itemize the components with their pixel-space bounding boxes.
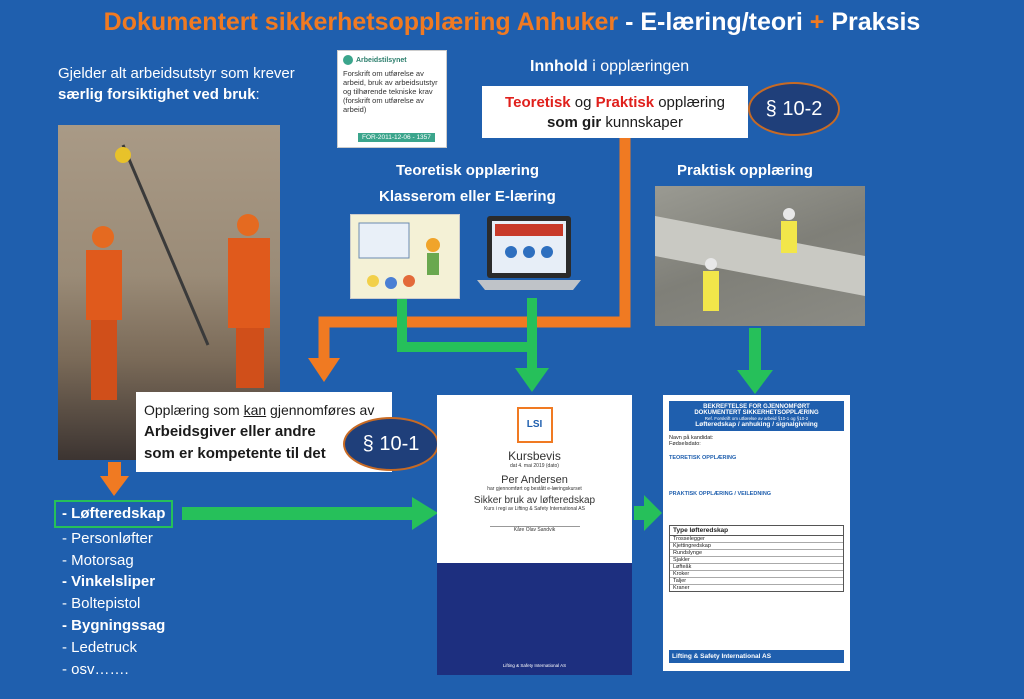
list-item: - Bygningssag bbox=[62, 616, 166, 634]
helmet-icon bbox=[237, 214, 259, 236]
certificate-name: Per Andersen bbox=[501, 474, 568, 486]
laptop-illustration bbox=[475, 214, 583, 298]
lsi-logo: LSI bbox=[517, 407, 553, 443]
teacher-icon bbox=[426, 238, 440, 252]
form-header: BEKREFTELSE FOR GJENNOMFØRT DOKUMENTERT SIKKERHETSOPPLÆRING Ref. Forskrift om utførelse av arbeid §10-1 og §10-2 Løfteredskap / anhuking / signalgivning bbox=[669, 401, 844, 431]
list-item: - Motorsag bbox=[62, 551, 134, 569]
paragraph-10-1-badge: § 10-1 bbox=[343, 417, 439, 471]
page-title: Dokumentert sikkerhetsopplæring Anhuker - E-læring/teori + Praksis bbox=[103, 8, 921, 36]
certificate-signature: Kåre Olav Sandvik bbox=[490, 526, 580, 533]
certificate-title: Kursbevis bbox=[508, 449, 561, 463]
list-item-lofteredskap: - Løfteredskap bbox=[54, 500, 173, 528]
green-arrowhead-cert bbox=[515, 368, 549, 392]
intro-text: Gjelder alt arbeidsutstyr som krever særlig forsiktighet ved bruk: bbox=[58, 65, 295, 103]
orange-arrowhead bbox=[308, 358, 340, 382]
form-table: Type løfteredskap Trosselegger Kjettingredskap Rundslynge Sjakler Løfteåk Kroker Taljer Kraner bbox=[669, 525, 844, 592]
helmet-icon bbox=[92, 226, 114, 248]
classroom-illustration bbox=[350, 214, 460, 299]
list-item: - Personløfter bbox=[62, 529, 153, 547]
list-item: - Boltepistol bbox=[62, 595, 141, 613]
steel-beam bbox=[655, 216, 865, 296]
green-connector-c bbox=[527, 298, 537, 370]
worker-vest bbox=[703, 271, 719, 311]
worker-left bbox=[86, 250, 122, 320]
regulation-code: FOR-2011-12-06 - 1357 bbox=[358, 133, 435, 142]
list-item: - osv……. bbox=[62, 660, 129, 678]
innhold-label: Innhold i opplæringen bbox=[530, 58, 690, 75]
orange-arrowhead-small bbox=[100, 476, 129, 496]
klasserom-label: Klasserom eller E-læring bbox=[379, 188, 556, 205]
training-content-box: Teoretisk og Praktisk opplæring som gir kunnskaper bbox=[482, 86, 748, 138]
list-item: - Ledetruck bbox=[62, 638, 138, 656]
chain-icon bbox=[123, 145, 208, 345]
teoretisk-label: Teoretisk opplæring bbox=[396, 162, 540, 179]
helmet-icon bbox=[705, 258, 717, 270]
equipment-list bbox=[62, 500, 173, 680]
worker-right bbox=[228, 238, 270, 328]
green-arrowhead-cert-form bbox=[644, 495, 662, 531]
certificate-footer-band bbox=[437, 563, 632, 675]
confirmation-form: BEKREFTELSE FOR GJENNOMFØRT DOKUMENTERT SIKKERHETSOPPLÆRING Ref. Forskrift om utførelse av arbeid §10-1 og §10-2 Løfteredskap / anhuking / signalgivning Navn på kandidat: Fødselsdato: TEORETISK OPPLÆRING PRAKTISK OPPLÆRING / VEILEDNING Type løfteredskap Trosselegger Kjettingredskap Rundslynge Sjakler Løfteåk Kroker Taljer Kraner Lifting & Safety International AS bbox=[663, 395, 850, 671]
green-connector-b bbox=[397, 342, 537, 352]
list-item: - Vinkelsliper bbox=[62, 573, 156, 591]
green-connector-d bbox=[749, 328, 761, 372]
practical-training-photo bbox=[655, 186, 865, 326]
hook-icon bbox=[115, 147, 131, 163]
green-arrowhead-form bbox=[737, 370, 773, 394]
form-footer: Lifting & Safety International AS bbox=[669, 650, 844, 663]
certificate-course: Sikker bruk av løfteredskap bbox=[473, 495, 596, 506]
orange-connector-small bbox=[108, 462, 121, 478]
praktisk-label: Praktisk opplæring bbox=[677, 162, 813, 179]
green-connector-list bbox=[182, 507, 414, 520]
arbeidstilsynet-logo: Arbeidstilsynet bbox=[343, 55, 441, 65]
regulation-text: Forskrift om utførelse av arbeid, bruk av arbeidsutstyr og tilhørende tekniske krav (forskrift om utførelse av arbeid) bbox=[343, 69, 438, 114]
whiteboard-icon bbox=[359, 223, 409, 258]
green-arrowhead-list bbox=[412, 497, 438, 530]
course-certificate: LSI Kursbevis dat 4. mai 2019 (dato) Per Andersen har gjennomført og bestått e-læringskurset Sikker bruk av løfteredskap Kurs i regi av Lifting & Safety International AS Kåre Olav Sandvik Lifting & Safety International AS bbox=[437, 395, 632, 675]
arbeidsgiver-box: Opplæring som kan gjennomføres av Arbeidsgiver eller andre som er kompetente til det bbox=[136, 392, 392, 472]
paragraph-10-2-badge: § 10-2 bbox=[748, 82, 840, 136]
